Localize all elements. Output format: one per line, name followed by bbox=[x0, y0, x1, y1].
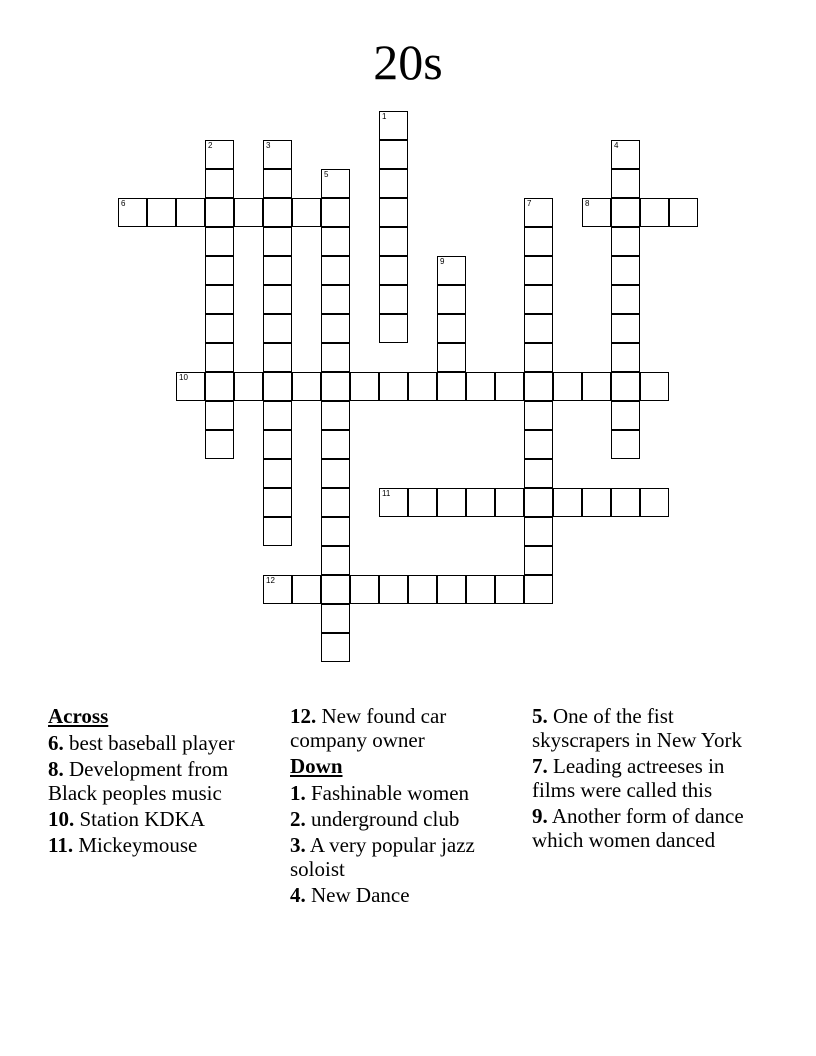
grid-cell[interactable] bbox=[321, 372, 350, 401]
grid-cell[interactable] bbox=[205, 227, 234, 256]
clue-down-5: 5. One of the fist skyscrapers in New York bbox=[532, 704, 742, 752]
grid-cell[interactable] bbox=[205, 401, 234, 430]
grid-cell[interactable] bbox=[408, 575, 437, 604]
cell-number: 12 bbox=[266, 576, 275, 585]
grid-cell[interactable] bbox=[263, 459, 292, 488]
grid-cell[interactable] bbox=[321, 430, 350, 459]
grid-cell[interactable] bbox=[321, 517, 350, 546]
grid-cell[interactable] bbox=[205, 372, 234, 401]
grid-cell[interactable] bbox=[611, 285, 640, 314]
clue-down-9: 9. Another form of dance which women danced bbox=[532, 804, 744, 852]
grid-cell[interactable] bbox=[640, 198, 669, 227]
grid-cell[interactable] bbox=[321, 198, 350, 227]
grid-cell[interactable] bbox=[379, 256, 408, 285]
clue-down-2: 2. underground club bbox=[290, 807, 460, 831]
clue-across-12: 12. New found car company owner bbox=[290, 704, 447, 752]
clue-down-3: 3. A very popular jazz soloist bbox=[290, 833, 475, 881]
grid-cell[interactable] bbox=[176, 198, 205, 227]
grid-cell[interactable] bbox=[263, 198, 292, 227]
grid-cell[interactable] bbox=[292, 372, 321, 401]
down-heading: Down bbox=[290, 754, 343, 778]
grid-cell[interactable] bbox=[263, 314, 292, 343]
grid-cell[interactable] bbox=[611, 343, 640, 372]
grid-cell[interactable] bbox=[263, 575, 292, 604]
cell-number: 9 bbox=[440, 257, 445, 266]
grid-cell[interactable] bbox=[582, 488, 611, 517]
clue-down-1: 1. Fashinable women bbox=[290, 781, 470, 805]
clue-down-4: 4. New Dance bbox=[290, 883, 410, 907]
grid-cell[interactable] bbox=[524, 430, 553, 459]
grid-cell[interactable] bbox=[205, 256, 234, 285]
clue-across-11: 11. Mickeymouse bbox=[48, 833, 198, 857]
grid-cell[interactable] bbox=[205, 430, 234, 459]
clue-column-3 bbox=[532, 704, 752, 854]
grid-cell[interactable] bbox=[379, 314, 408, 343]
across-heading: Across bbox=[48, 704, 109, 728]
grid-cell[interactable] bbox=[524, 517, 553, 546]
grid-cell[interactable] bbox=[263, 401, 292, 430]
grid-cell[interactable] bbox=[437, 285, 466, 314]
grid-cell[interactable] bbox=[524, 459, 553, 488]
grid-cell[interactable] bbox=[205, 314, 234, 343]
cell-number: 10 bbox=[179, 373, 188, 382]
grid-cell[interactable] bbox=[379, 372, 408, 401]
grid-cell[interactable] bbox=[640, 488, 669, 517]
grid-cell[interactable] bbox=[524, 227, 553, 256]
grid-cell[interactable] bbox=[379, 111, 408, 140]
clue-across-6: 6. best baseball player bbox=[48, 731, 235, 755]
grid-cell[interactable] bbox=[437, 314, 466, 343]
grid-cell[interactable] bbox=[611, 488, 640, 517]
grid-cell[interactable] bbox=[263, 343, 292, 372]
grid-cell[interactable] bbox=[379, 198, 408, 227]
grid-cell[interactable] bbox=[524, 256, 553, 285]
grid-cell[interactable] bbox=[263, 256, 292, 285]
grid-cell[interactable] bbox=[205, 343, 234, 372]
grid-cell[interactable] bbox=[437, 343, 466, 372]
grid-cell[interactable] bbox=[321, 256, 350, 285]
clue-column-2 bbox=[290, 704, 505, 909]
grid-cell[interactable] bbox=[524, 575, 553, 604]
grid-cell[interactable] bbox=[263, 169, 292, 198]
grid-cell[interactable] bbox=[611, 256, 640, 285]
grid-cell[interactable] bbox=[321, 314, 350, 343]
grid-cell[interactable] bbox=[640, 372, 669, 401]
grid-cell[interactable] bbox=[379, 575, 408, 604]
grid-cell[interactable] bbox=[263, 430, 292, 459]
grid-cell[interactable] bbox=[263, 285, 292, 314]
grid-cell[interactable] bbox=[263, 517, 292, 546]
grid-cell[interactable] bbox=[350, 372, 379, 401]
grid-cell[interactable] bbox=[321, 546, 350, 575]
grid-cell[interactable] bbox=[176, 372, 205, 401]
grid-cell[interactable] bbox=[321, 633, 350, 662]
grid-cell[interactable] bbox=[524, 401, 553, 430]
grid-cell[interactable] bbox=[611, 430, 640, 459]
grid-cell[interactable] bbox=[437, 575, 466, 604]
grid-cell[interactable] bbox=[408, 488, 437, 517]
cell-number: 8 bbox=[585, 199, 590, 208]
grid-cell[interactable] bbox=[466, 372, 495, 401]
grid-cell[interactable] bbox=[147, 198, 176, 227]
grid-cell[interactable] bbox=[350, 575, 379, 604]
grid-cell[interactable] bbox=[524, 285, 553, 314]
grid-cell[interactable] bbox=[611, 314, 640, 343]
grid-cell[interactable] bbox=[611, 169, 640, 198]
grid-cell[interactable] bbox=[611, 198, 640, 227]
page-title: 20s bbox=[373, 34, 443, 90]
grid-cell[interactable] bbox=[495, 575, 524, 604]
grid-cell[interactable] bbox=[234, 372, 263, 401]
cell-number: 11 bbox=[382, 489, 391, 498]
grid-cell[interactable] bbox=[321, 169, 350, 198]
grid-cell[interactable] bbox=[205, 140, 234, 169]
grid-cell[interactable] bbox=[495, 372, 524, 401]
grid-cell[interactable] bbox=[263, 227, 292, 256]
grid-cell[interactable] bbox=[234, 198, 263, 227]
grid-cell[interactable] bbox=[553, 372, 582, 401]
grid-cell[interactable] bbox=[437, 256, 466, 285]
grid-cell[interactable] bbox=[321, 343, 350, 372]
cell-number: 4 bbox=[614, 141, 619, 150]
grid-cell[interactable] bbox=[321, 459, 350, 488]
grid-cell[interactable] bbox=[379, 227, 408, 256]
grid-cell[interactable] bbox=[379, 488, 408, 517]
clue-across-10: 10. Station KDKA bbox=[48, 807, 205, 831]
grid-cell[interactable] bbox=[321, 401, 350, 430]
grid-cell[interactable] bbox=[321, 488, 350, 517]
cell-number: 1 bbox=[382, 112, 387, 121]
grid-cell[interactable] bbox=[524, 488, 553, 517]
grid-cell[interactable] bbox=[263, 140, 292, 169]
grid-cell[interactable] bbox=[553, 488, 582, 517]
grid-cell[interactable] bbox=[321, 604, 350, 633]
grid-cell[interactable] bbox=[611, 140, 640, 169]
grid-cell[interactable] bbox=[524, 546, 553, 575]
cell-number: 2 bbox=[208, 141, 213, 150]
grid-cell[interactable] bbox=[582, 198, 611, 227]
grid-cell[interactable] bbox=[292, 198, 321, 227]
grid-cell[interactable] bbox=[263, 488, 292, 517]
grid-cell[interactable] bbox=[205, 169, 234, 198]
grid-cell[interactable] bbox=[118, 198, 147, 227]
grid-cell[interactable] bbox=[408, 372, 437, 401]
grid-cell[interactable] bbox=[611, 401, 640, 430]
grid-cell[interactable] bbox=[205, 198, 234, 227]
cell-number: 5 bbox=[324, 170, 329, 179]
grid-cell[interactable] bbox=[466, 488, 495, 517]
clue-down-7: 7. Leading actreeses in films were called this bbox=[532, 754, 725, 802]
grid-cell[interactable] bbox=[292, 575, 321, 604]
grid-cell[interactable] bbox=[437, 372, 466, 401]
grid-cell[interactable] bbox=[321, 575, 350, 604]
grid-cell[interactable] bbox=[263, 372, 292, 401]
cell-number: 7 bbox=[527, 199, 532, 208]
grid-cell[interactable] bbox=[379, 169, 408, 198]
grid-cell[interactable] bbox=[669, 198, 698, 227]
grid-cell[interactable] bbox=[205, 285, 234, 314]
grid-cell[interactable] bbox=[582, 372, 611, 401]
cell-number: 6 bbox=[121, 199, 126, 208]
grid-cell[interactable] bbox=[321, 285, 350, 314]
grid-cell[interactable] bbox=[495, 488, 524, 517]
grid-cell[interactable] bbox=[524, 372, 553, 401]
clue-column-1 bbox=[48, 704, 278, 859]
grid-cell[interactable] bbox=[611, 227, 640, 256]
grid-cell[interactable] bbox=[611, 372, 640, 401]
grid-cell[interactable] bbox=[379, 140, 408, 169]
grid-cell[interactable] bbox=[524, 343, 553, 372]
grid-cell[interactable] bbox=[524, 314, 553, 343]
grid-cell[interactable] bbox=[321, 227, 350, 256]
clue-across-8: 8. Development from Black peoples music bbox=[48, 757, 229, 805]
cell-number: 3 bbox=[266, 141, 271, 150]
grid-cell[interactable] bbox=[379, 285, 408, 314]
grid-cell[interactable] bbox=[524, 198, 553, 227]
grid-cell[interactable] bbox=[437, 488, 466, 517]
grid-cell[interactable] bbox=[466, 575, 495, 604]
